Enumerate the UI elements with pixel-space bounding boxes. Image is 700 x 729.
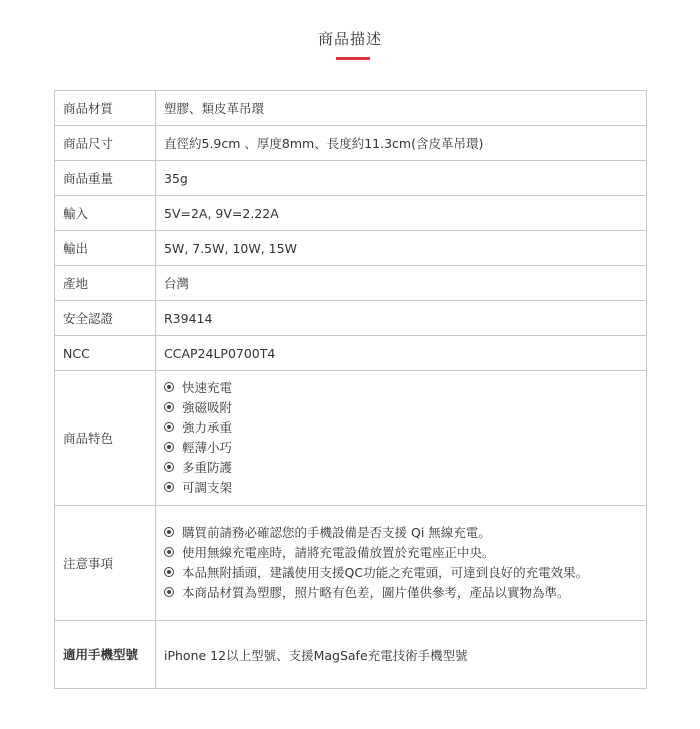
- spec-row-output: [55, 231, 647, 266]
- list-item: 多重防護: [164, 458, 638, 478]
- list-item: 本品無附插頭，建議使用支援QC功能之充電頭，可達到良好的充電效果。: [164, 563, 638, 583]
- radio-dot-icon: [164, 482, 174, 492]
- features-list: [164, 378, 638, 498]
- spec-row-size: [55, 126, 647, 161]
- spec-value: 直徑約5.9cm 、厚度8mm、長度約11.3cm(含皮革吊環): [156, 126, 647, 161]
- spec-value: 5W, 7.5W, 10W, 15W: [156, 231, 647, 266]
- spec-row-features: [55, 371, 647, 506]
- spec-row-material: [55, 91, 647, 126]
- list-item: 本商品材質為塑膠，照片略有色差，圖片僅供參考，產品以實物為準。: [164, 583, 638, 603]
- list-item: 可調支架: [164, 478, 638, 498]
- notes-list: [164, 523, 638, 603]
- spec-label: 安全認證: [55, 301, 156, 336]
- spec-label: 注意事項: [55, 506, 156, 621]
- spec-label: 商品尺寸: [55, 126, 156, 161]
- spec-row-origin: [55, 266, 647, 301]
- spec-value: 台灣: [156, 266, 647, 301]
- spec-label: 商品特色: [55, 371, 156, 506]
- radio-dot-icon: [164, 547, 174, 557]
- spec-value: 塑膠、類皮革吊環: [156, 91, 647, 126]
- radio-dot-icon: [164, 527, 174, 537]
- radio-dot-icon: [164, 402, 174, 412]
- spec-label: NCC: [55, 336, 156, 371]
- radio-dot-icon: [164, 442, 174, 452]
- features-cell: [156, 371, 647, 506]
- spec-label: 產地: [55, 266, 156, 301]
- spec-value: 5V=2A, 9V=2.22A: [156, 196, 647, 231]
- spec-label: 輸出: [55, 231, 156, 266]
- list-item: 快速充電: [164, 378, 638, 398]
- radio-dot-icon: [164, 422, 174, 432]
- list-item: 輕薄小巧: [164, 438, 638, 458]
- radio-dot-icon: [164, 567, 174, 577]
- spec-row-models: [55, 621, 647, 689]
- radio-dot-icon: [164, 382, 174, 392]
- spec-table: [54, 90, 647, 689]
- list-item: 強力承重: [164, 418, 638, 438]
- spec-label: 輸入: [55, 196, 156, 231]
- spec-value: R39414: [156, 301, 647, 336]
- radio-dot-icon: [164, 462, 174, 472]
- spec-label: 商品材質: [55, 91, 156, 126]
- list-item: 強磁吸附: [164, 398, 638, 418]
- spec-value: CCAP24LP0700T4: [156, 336, 647, 371]
- notes-cell: [156, 506, 647, 621]
- list-item: 購買前請務必確認您的手機設備是否支援 Qi 無線充電。: [164, 523, 638, 543]
- spec-row-weight: [55, 161, 647, 196]
- spec-row-ncc: [55, 336, 647, 371]
- radio-dot-icon: [164, 587, 174, 597]
- title-underline: [336, 57, 370, 60]
- spec-label-accent: 適用手機型號: [55, 621, 156, 689]
- spec-row-certification: [55, 301, 647, 336]
- spec-row-notes: [55, 506, 647, 621]
- list-item: 使用無線充電座時，請將充電設備放置於充電座正中央。: [164, 543, 638, 563]
- spec-row-input: [55, 196, 647, 231]
- spec-value: 35g: [156, 161, 647, 196]
- section-title: 商品描述: [317, 30, 382, 48]
- spec-label: 商品重量: [55, 161, 156, 196]
- spec-value: iPhone 12以上型號、支援MagSafe充電技術手機型號: [156, 621, 647, 689]
